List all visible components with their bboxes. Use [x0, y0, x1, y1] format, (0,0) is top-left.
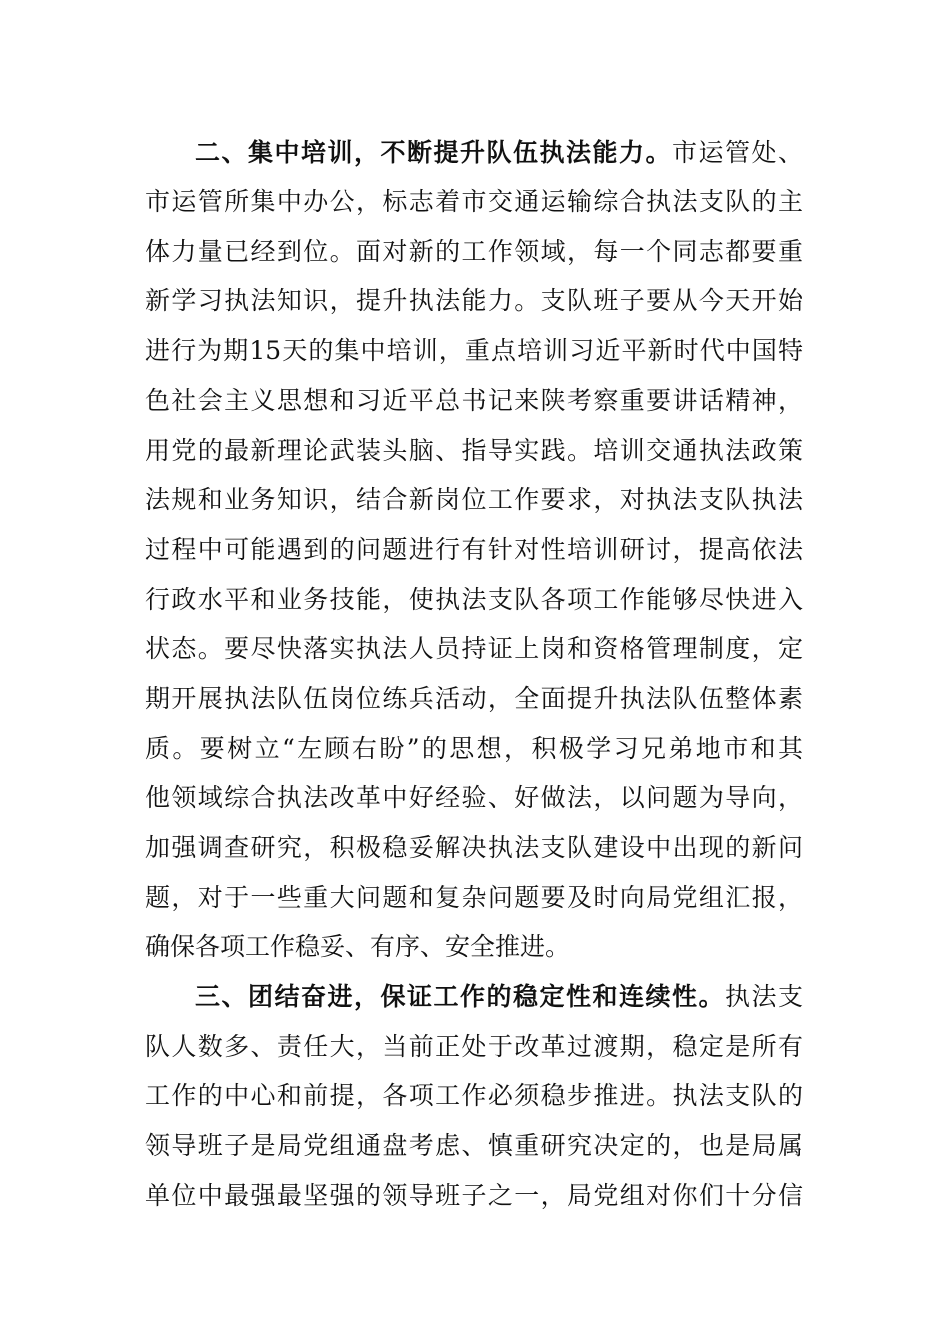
paragraph-1-line-17: 确保各项工作稳妥、有序、安全推进。: [145, 932, 571, 961]
paragraph-1-line-2: 市运管所集中办公，标志着市交通运输综合执法支队的主: [145, 187, 803, 216]
paragraph-1-line-13: 质。要树立“左顾右盼”的思想，积极学习兄弟地市和其: [145, 734, 803, 763]
paragraph-2-line-2: 队人数多、责任大，当前正处于改革过渡期，稳定是所有: [145, 1032, 803, 1061]
paragraph-1-line-8: 法规和业务知识，结合新岗位工作要求，对执法支队执法: [145, 485, 803, 514]
paragraph-2-line-3: 工作的中心和前提，各项工作必须稳步推进。执法支队的: [145, 1081, 803, 1110]
paragraph-1-line-10: 行政水平和业务技能，使执法支队各项工作能够尽快进入: [145, 585, 803, 614]
section-heading: 三、团结奋进，保证工作的稳定性和连续性。: [195, 982, 725, 1011]
paragraph-1-line-12: 期开展执法队伍岗位练兵活动，全面提升执法队伍整体素: [145, 684, 803, 713]
paragraph-1-line-7: 用党的最新理论武装头脑、指导实践。培训交通执法政策: [145, 436, 803, 465]
paragraph-1-line-15: 加强调查研究，积极稳妥解决执法支队建设中出现的新问: [145, 833, 803, 862]
paragraph-1-line-11: 状态。要尽快落实执法人员持证上岗和资格管理制度，定: [145, 634, 803, 663]
paragraph-1-line-6: 色社会主义思想和习近平总书记来陕考察重要讲话精神，: [145, 386, 803, 415]
paragraph-1-line-16: 题，对于一些重大问题和复杂问题要及时向局党组汇报，: [145, 883, 803, 912]
paragraph-1-line-9: 过程中可能遇到的问题进行有针对性培训研讨，提高依法: [145, 535, 803, 564]
paragraph-2-line-4: 领导班子是局党组通盘考虑、慎重研究决定的，也是局属: [145, 1131, 803, 1160]
paragraph-1-line-4: 新学习执法知识，提升执法能力。支队班子要从今天开始: [145, 286, 803, 315]
paragraph-2-line-5: 单位中最强最坚强的领导班子之一，局党组对你们十分信: [145, 1181, 803, 1210]
paragraph-1-line-14: 他领域综合执法改革中好经验、好做法，以问题为导向，: [145, 783, 803, 812]
paragraph-1-line-1: 二、集中培训，不断提升队伍执法能力。市运管处、: [195, 138, 803, 167]
section-heading: 二、集中培训，不断提升队伍执法能力。: [195, 138, 672, 167]
paragraph-1-line-3: 体力量已经到位。面对新的工作领域，每一个同志都要重: [145, 237, 803, 266]
paragraph-1-line-5: 进行为期15天的集中培训，重点培训习近平新时代中国特: [145, 336, 803, 365]
paragraph-2-line-1: 三、团结奋进，保证工作的稳定性和连续性。执法支: [195, 982, 803, 1011]
